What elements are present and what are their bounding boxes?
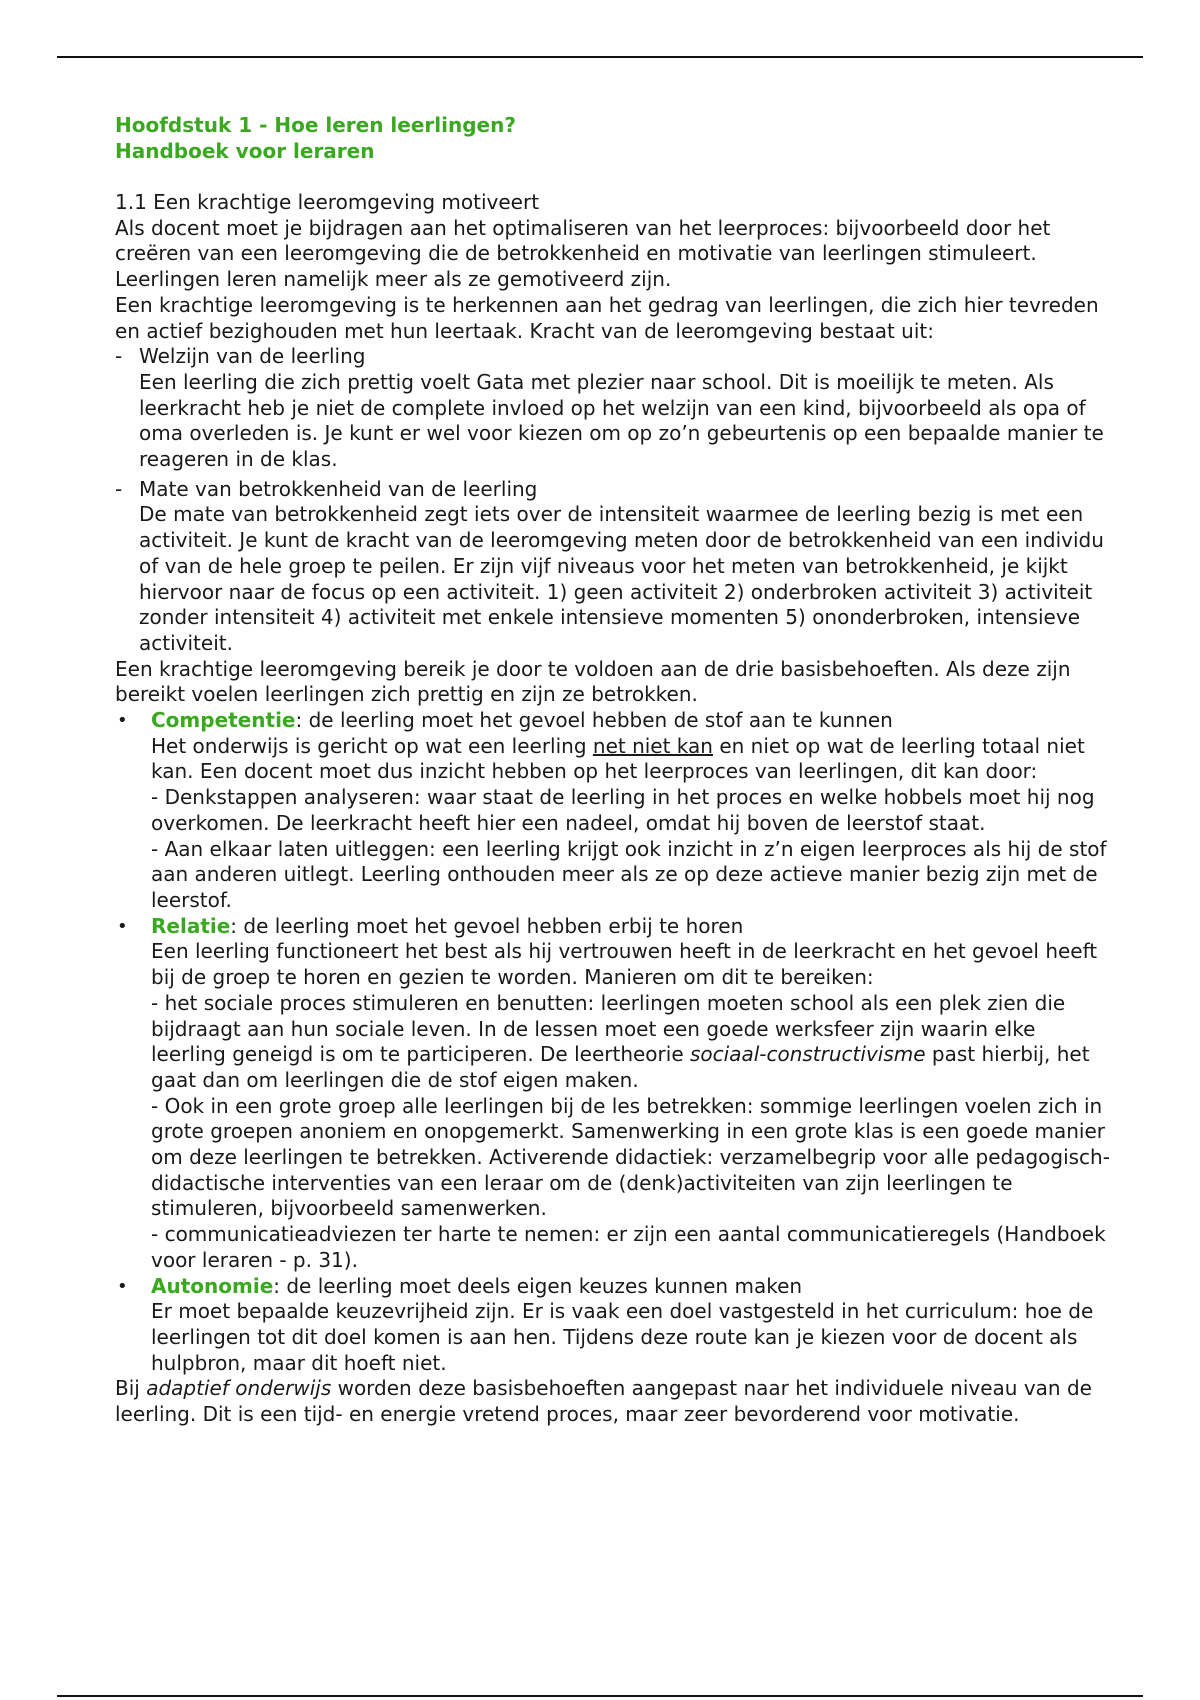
body-text: - het sociale proces stimuleren en benutten: leerlingen moeten school als een plek zien die bijdraagt aan hun sociale leven. In de lessen moet een goede werksfeer zijn waarin elke leerling geneigd is om te participeren. De leertheorie (151, 990, 1066, 1067)
body-text: en niet op wat de leerling totaal niet kan. Een docent moet dus inzicht hebben op het leerproces van leerlingen, dit kan door: (151, 733, 1085, 784)
body-text: Het onderwijs is gericht op wat een leerling (151, 733, 593, 758)
bullet-title (151, 708, 1115, 734)
bullet-marker: • (117, 710, 128, 732)
sub-point: - Ook in een grote groep alle leerlingen bij de les betrekken: sommige leerlingen voelen zich in grote groepen anoniem en onopgemerkt. Samenwerking in een grote klas is een goede manier om deze leerlingen te betrekken. Activerende didactiek: verzamelbegrip voor alle pedagogisch-didactische interventies van een leraar om de (denk)activiteiten van zijn leerlingen te stimuleren, bijvoorbeeld samenwerken. (151, 1093, 1110, 1221)
book-subheading: Handboek voor leraren (115, 139, 375, 163)
italic-term: adaptief onderwijs (146, 1376, 332, 1401)
bullet-body: Een leerling functioneert het best als hij vertrouwen heeft in de leerkracht en het gevoel heeft bij de groep te horen en gezien te worden. Manieren om dit te bereiken: (151, 939, 1098, 990)
sub-point: - communicatieadviezen ter harte te nemen: er zijn een aantal communicatieregels (Handboek voor leraren - p. 31). (151, 1222, 1106, 1272)
dash-item-betrokkenheid (115, 477, 1115, 657)
dash-marker: - (115, 476, 123, 501)
dash-item-body: Een leerling die zich prettig voelt Gata met plezier naar school. Dit is moeilijk te meten. Als leerkracht heb je niet de complete invloed op het welzijn van een kind, bijvoorbeeld als opa of oma overleden is. Je kunt er wel voor kiezen om op zo’n gebeurtenis op een bepaalde manier te reageren in de klas. (139, 369, 1104, 472)
document-page (115, 112, 1115, 1428)
bullet-marker: • (117, 915, 128, 937)
body-text: Bij (115, 1376, 147, 1401)
bullet-body (151, 734, 1115, 785)
bullet-title (151, 1274, 1115, 1300)
bullet-item-relatie (115, 914, 1115, 1274)
sub-point (151, 991, 1115, 1094)
paragraph-basisbehoeften: Een krachtige leeromgeving bereik je door te voldoen aan de drie basisbehoeften. Als deze zijn bereikt voelen leerlingen zich prettig en zijn ze betrokken. (115, 656, 1071, 707)
chapter-heading: Hoofdstuk 1 - Hoe leren leerlingen? (115, 113, 516, 137)
paragraph-definition: Een krachtige leeromgeving is te herkennen aan het gedrag van leerlingen, die zich hier tevreden en actief bezighouden met hun leertaak. Kracht van de leeromgeving bestaat uit: (115, 292, 1099, 343)
sub-point: - Denkstappen analyseren: waar staat de leerling in het proces en welke hobbels moet hij nog overkomen. De leerkracht heeft hier een nadeel, omdat hij boven de leerstof staat. (151, 785, 1095, 835)
bullet-item-autonomie (115, 1274, 1115, 1377)
term-competentie: Competentie (151, 708, 296, 733)
dash-marker: - (115, 344, 123, 369)
bullet-marker: • (117, 1275, 128, 1297)
dash-item-body: De mate van betrokkenheid zegt iets over de intensiteit waarmee de leerling bezig is met een activiteit. Je kunt de kracht van de leeromgeving meten door de betrokkenheid van een individu of van de hele groep te peilen. Er zijn vijf niveaus voor het meten van betrokkenheid, je kijkt hiervoor naar de focus op een activiteit. 1) geen activiteit 2) onderbroken activiteit 3) activiteit zonder intensiteit 4) activiteit met enkele intensieve momenten 5) ononderbroken, intensieve activiteit. (139, 502, 1104, 655)
bottom-rule (57, 1695, 1143, 1697)
term-relatie: Relatie (151, 913, 231, 938)
dash-item-welzijn (115, 344, 1115, 473)
bullet-title-rest: : de leerling moet het gevoel hebben de stof aan te kunnen (295, 708, 893, 733)
sub-point: - Aan elkaar laten uitleggen: een leerling krijgt ook inzicht in z’n eigen leerproces als hij de stof aan anderen uitlegt. Leerling onthouden meer als ze op deze actieve manier bezig zijn met de leerstof. (151, 836, 1107, 912)
bullet-title (151, 914, 1115, 940)
bullet-body: Er moet bepaalde keuzevrijheid zijn. Er is vaak een doel vastgesteld in het curriculum: hoe de leerlingen tot dit doel komen is aan hen. Tijdens deze route kan je kiezen voor de docent als hulpbron, maar dit hoeft niet. (151, 1299, 1094, 1375)
dash-item-title: Mate van betrokkenheid van de leerling (139, 476, 538, 501)
dash-item-title: Welzijn van de leerling (139, 344, 366, 369)
paragraph-adaptief (115, 1376, 1115, 1427)
top-rule (57, 56, 1143, 58)
section-title: 1.1 Een krachtige leeromgeving motiveert (115, 190, 540, 214)
paragraph-intro: Als docent moet je bijdragen aan het optimaliseren van het leerproces: bijvoorbeeld door het creëren van een leeromgeving die de betrokkenheid en motivatie van leerlingen stimuleert. Leerlingen leren namelijk meer als ze gemotiveerd zijn. (115, 215, 1051, 292)
body-text: past hierbij, het gaat dan om leerlingen die de stof eigen maken. (151, 1042, 1090, 1092)
bullet-title-rest: : de leerling moet het gevoel hebben erbij te horen (230, 913, 744, 938)
bullet-title-rest: : de leerling moet deels eigen keuzes kunnen maken (273, 1273, 803, 1298)
italic-term: sociaal-constructivisme (689, 1042, 926, 1067)
underlined-phrase: net niet kan (592, 733, 713, 758)
bullet-item-competentie (115, 708, 1115, 914)
body-text: worden deze basisbehoeften aangepast naar het individuele niveau van de leerling. Dit is een tijd- en energie vretend proces, maar zeer bevorderend voor motivatie. (115, 1376, 1092, 1427)
term-autonomie: Autonomie (151, 1273, 274, 1298)
